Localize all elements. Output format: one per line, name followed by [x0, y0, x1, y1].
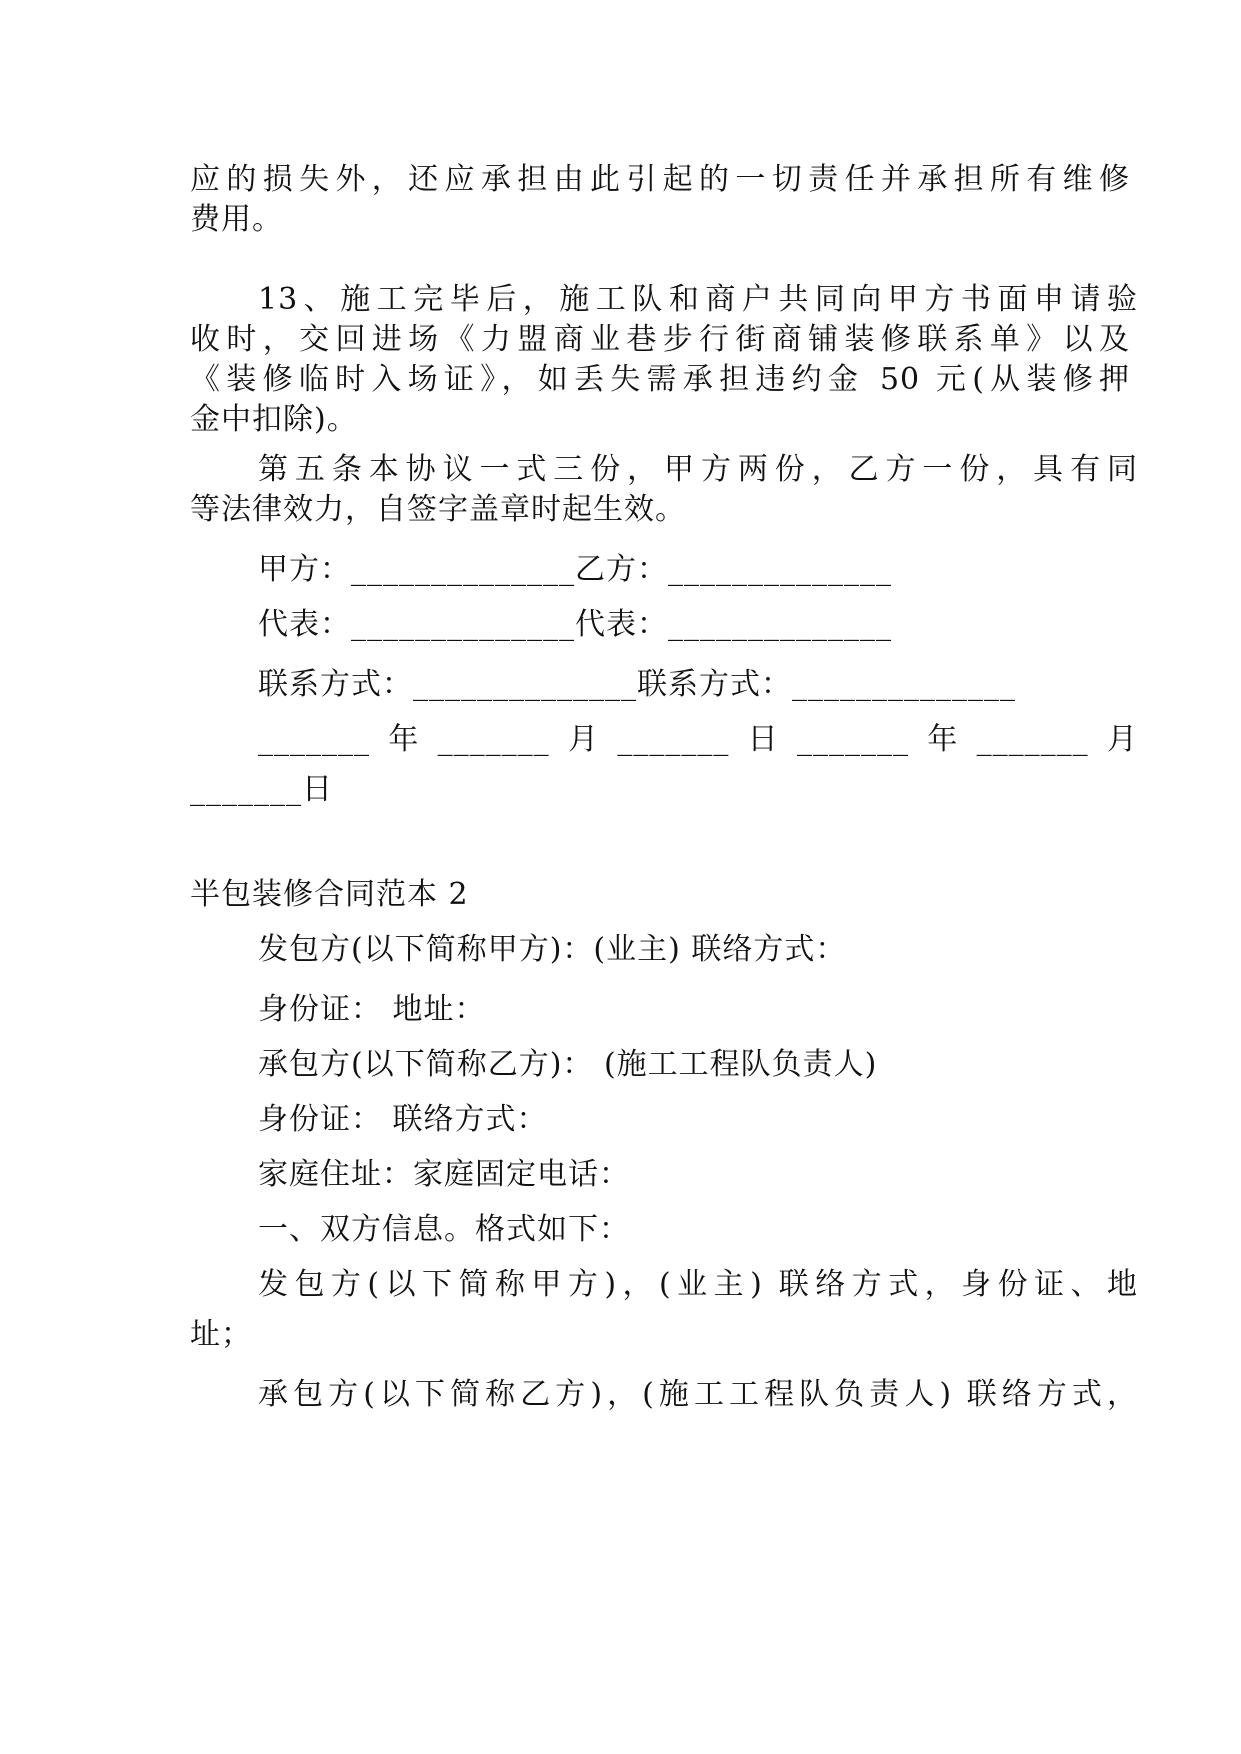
paragraph-line: 13、施工完毕后，施工队和商户共同向甲方书面申请验 — [258, 282, 1138, 317]
paragraph-line: 应的损失外，还应承担由此引起的一切责任并承担所有维修 — [190, 162, 1130, 197]
paragraph-line: 《装修临时入场证》，如丢失需承担违约金 50 元(从装修押 — [190, 362, 1130, 397]
paragraph-line: 承包方(以下简称乙方)： (施工工程队负责人) — [258, 1047, 878, 1082]
paragraph-line: 发包方(以下简称甲方)：(业主) 联络方式： — [258, 932, 847, 967]
signature-line-representative: 代表：______________代表：______________ — [258, 607, 892, 642]
paragraph-line: 家庭住址：家庭固定电话： — [258, 1157, 630, 1192]
paragraph-line: 费用。 — [190, 202, 283, 237]
paragraph-line: 等法律效力，自签字盖章时起生效。 — [190, 492, 686, 527]
paragraph-line: 址； — [190, 1317, 252, 1352]
paragraph-line: 一、双方信息。格式如下： — [258, 1212, 630, 1247]
paragraph-line: 第五条本协议一式三份，甲方两份，乙方一份，具有同 — [258, 452, 1138, 487]
paragraph-line: 身份证： 地址： — [258, 992, 486, 1027]
section-heading: 半包装修合同范本 2 — [190, 877, 469, 912]
paragraph-line: 身份证： 联络方式： — [258, 1102, 548, 1137]
paragraph-line: 发包方(以下简称甲方)，(业主) 联络方式，身份证、地 — [258, 1267, 1138, 1302]
signature-line-date: _______日 — [190, 772, 333, 807]
paragraph-line: 金中扣除)。 — [190, 402, 358, 437]
signature-line-date: _______年_______月_______日_______年_______月 — [258, 722, 1138, 757]
signature-line-party: 甲方：______________乙方：______________ — [258, 552, 892, 587]
paragraph-line: 收时，交回进场《力盟商业巷步行街商铺装修联系单》以及 — [190, 322, 1130, 357]
paragraph-line: 承包方(以下简称乙方)，(施工工程队负责人) 联络方式， — [258, 1377, 1138, 1412]
signature-line-contact: 联系方式：______________联系方式：______________ — [258, 667, 1016, 702]
